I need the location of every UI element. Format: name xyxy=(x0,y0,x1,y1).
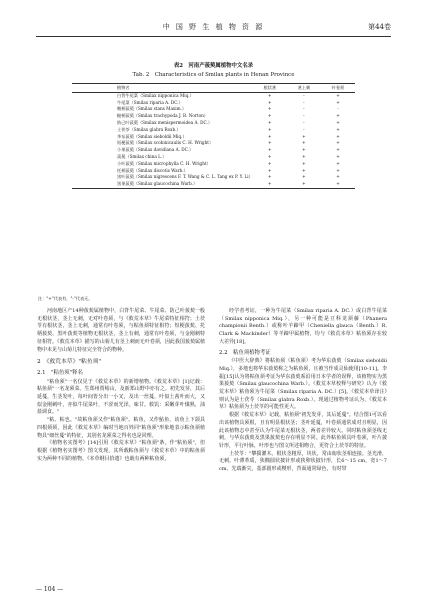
species-name-cell: 牛尾菜（Smilax riparia A. DC.） xyxy=(117,99,183,105)
trait-cell: + xyxy=(302,140,306,146)
trait-cell: + xyxy=(302,153,306,159)
body-paragraph: "粘鱼须"一名仅见于《救荒本草》的新增植物。《救荒本草》[1]记载：粘鱼须"一名龙须菜。生郑州贾峪山，及新郑山野中亦有之。初先发芽，其后延蔓，生茎发叶，每叶间皆分出一小叉，及出一丝蔓，叶似土茜叶而大，又似金刚刺叶，亦似牛尾菜叶，不涩而光泽。味甘。救饥：采嫩芽叶煤熟，油盐调食。" xyxy=(37,378,205,416)
trait-cell: + xyxy=(268,147,272,153)
right-text-column xyxy=(219,308,387,474)
column-header-rhizome: 根状茎 xyxy=(253,84,287,93)
trait-cell: + xyxy=(336,160,340,166)
body-paragraph: 《中医大辞典》将粘鱼须（粘鱼须）考为华东菝葜（Smilax sieboldii Miq.），多地也将华东菝葜称之为粘鱼须，且被当作成灵仙使用[10-11]。李振[15]认为将粘鱼须考证为华东菝葜系沿用日本学者的误释，该植物实为黑果菝葜（Smilax glaucochina Warb.）。《救荒本草校释与研究》认为《救荒本草》粘鱼须为牛尾菜（Smilax riparia A. DC.）[5]。《救荒本草译注》则认为是土茯苓（Smilax glabra Roxb.）。现通过植物考证认为，《救荒本草》粘鱼须为土茯苓的可能性更大。 xyxy=(219,358,387,411)
trait-cell: + xyxy=(268,140,272,146)
trait-cell: + xyxy=(336,119,340,125)
subsection-heading: 2.2 粘鱼须植物考证 xyxy=(219,349,271,356)
trait-cell: + xyxy=(268,106,272,112)
trait-cell: + xyxy=(302,174,306,180)
trait-cell: - xyxy=(337,106,339,112)
trait-cell: + xyxy=(336,167,340,173)
species-name-cell: 防己叶菝葜（Smilax menispermoidea A. DC.） xyxy=(117,119,213,125)
body-paragraph: "粘、粘也。"故粘鱼须又作"粘鱼须"。粘鱼，又作鮎鱼，该鱼上下颌具四根须须，因此《救荒本草》编时当地百姓同"粘鱼须"形象地表示粘鱼须植物具"细丝蔓"的特征，其别名龙须菜之得名也是同理。 xyxy=(37,417,205,439)
trait-cell: + xyxy=(336,92,340,98)
trait-cell: + xyxy=(268,126,272,132)
trait-cell: + xyxy=(268,119,272,125)
table-row xyxy=(72,127,355,134)
column-header-name: 植物名 xyxy=(72,84,253,93)
trait-cell: + xyxy=(268,153,272,159)
table-row xyxy=(72,174,355,181)
trait-cell: - xyxy=(303,119,305,125)
body-paragraph: 《植物名实图考》[14]引用《救荒本草》"粘鱼须"条，作"粘鱼须"，但根据《植物名实图考》图文发现，其所载粘鱼须与《救荒本草》中的粘鱼须实为两种不同的植物。《本草纲目拾遗》也载有两种粘鱼须， xyxy=(37,440,205,462)
table-row xyxy=(72,147,355,154)
header-rule xyxy=(36,36,391,37)
species-name-cell: 短梗菝葜（Smilax scobinicaulis C. H. Wright） xyxy=(117,140,214,146)
trait-cell: + xyxy=(336,126,340,132)
journal-title: 中 国 野 生 植 物 资 源 xyxy=(162,23,265,31)
trait-cell: + xyxy=(302,133,306,139)
trait-cell: - xyxy=(303,106,305,112)
trait-cell: - xyxy=(303,92,305,98)
trait-cell: + xyxy=(268,99,272,105)
trait-cell: + xyxy=(268,167,272,173)
trait-cell: + xyxy=(268,92,272,98)
trait-cell: + xyxy=(287,181,321,188)
species-name-cell: 黑叶菝葜（Smilax nigrescens F. T. Wang & C. L. Tang ex P. Y. Li） xyxy=(117,174,253,180)
body-paragraph: 河南地区产14种菝葜属植物中，白背牛尾菜、牛尾菜、防己叶菝葜一般无根状茎，茎上无刺，无对叶卷须，与《救荒本草》牛尾菜特征相符；土茯苓有根状茎，茎上无刺，通常有叶卷须，与粘鱼须特征相符；短梗菝葜、托柄菝葜、黑叶菝葜等植物无根状茎，茎上有刺，通常有叶卷须，与金刚刺特征相符。《救荒本草》描写的山菊儿有茎上刺而无叶卷须，因此我国菝葜属植物中未见与山菊儿特征完全符合的物种。 xyxy=(37,308,205,353)
trait-cell: - xyxy=(303,126,305,132)
table-row xyxy=(72,120,355,127)
section-heading: 2 《救荒本草》"粘鱼须" xyxy=(37,359,102,366)
table-row xyxy=(72,134,355,141)
trait-cell: - xyxy=(303,99,305,105)
trait-cell: + xyxy=(336,153,340,159)
trait-cell: + xyxy=(336,113,340,119)
species-name-cell: 菝葜（Smilax china L.） xyxy=(117,153,167,159)
species-table xyxy=(72,83,355,189)
trait-cell: + xyxy=(268,133,272,139)
trait-cell: + xyxy=(336,99,340,105)
species-name-cell: 白背牛尾菜（Smilax nipponica Miq.） xyxy=(117,92,194,98)
species-name-cell: 土茯苓（Smilax glabra Roxb.） xyxy=(117,126,181,132)
volume-label: 第44卷 xyxy=(368,23,391,31)
trait-cell: + xyxy=(336,133,340,139)
trait-cell: + xyxy=(302,167,306,173)
species-name-cell: 小叶菝葜（Smilax microphylla C. H. Wright） xyxy=(117,160,211,166)
table-row xyxy=(72,92,355,99)
table-body xyxy=(72,92,355,188)
trait-cell: + xyxy=(302,160,306,166)
table-row xyxy=(72,140,355,147)
trait-cell: + xyxy=(336,147,340,153)
running-header xyxy=(36,22,391,34)
species-name-cell: 托柄菝葜（Smilax discotis Warb.） xyxy=(117,167,188,173)
trait-cell: + xyxy=(321,181,355,188)
trait-cell: + xyxy=(268,174,272,180)
trait-cell: + xyxy=(253,181,287,188)
trait-cell: - xyxy=(303,113,305,119)
column-header-stem-thorn: 茎上刺 xyxy=(287,84,321,93)
trait-cell: + xyxy=(302,147,306,153)
table-row xyxy=(72,161,355,168)
species-name-cell: 糙柄菝葜（Smilax trachypoda J. B. Norton） xyxy=(117,113,208,119)
body-paragraph: 经学者考证，一种为牛尾菜（Smilax riparia A. DC.）或白背牛尾菜（Smilax nipponica Miq.），另一种可能是豆科龙须藤（Phanera championii Benth.）或称叶羊蹄甲（Cheniella glauca（Benth.）R. Clark & Mackinder）等羊蹄甲属植物，均与《救荒本草》粘鱼须存在较大差异[18]。 xyxy=(219,308,387,345)
table-row xyxy=(72,181,355,188)
trait-cell: + xyxy=(336,174,340,180)
table-row xyxy=(72,100,355,107)
table-row xyxy=(72,113,355,120)
table-row xyxy=(72,154,355,161)
body-paragraph: 土茯苓："攀援灌木。根状茎粗厚，块状，常由匍状茎相连接。茎光滑，无刺。叶薄革质，狭椭圆状披针形或狭卵状披针形，长6～15 cm，宽1～7 cm，先端渐尖，基部圆形或楔形，背面通常绿色，有时带 xyxy=(219,450,387,473)
species-name-cell: 华东菝葜（Smilax sieboldii Miq.） xyxy=(117,133,187,139)
trait-cell: + xyxy=(268,113,272,119)
subsection-heading: 2.1 "粘鱼须"释名 xyxy=(37,369,83,376)
trait-cell: + xyxy=(268,160,272,166)
body-paragraph: 根据《救荒本草》记载，粘鱼须"初先发芽，其后延蔓"。结合图1可以看出该植物具须根，且有明显根状茎；茎叶延蔓，叶卷须通常成对且明显，因此该植物志中甚至认为牛尾菜无根状茎，两者差异较大。同时粘鱼须茎线无刺，与华东菝葜及黑果菝葜也存在明显不同。此外粘鱼须具叶卷须，叶片披针形，平行叶脉，叶形也与图文所述相吻合，更符合土茯苓的特征。 xyxy=(219,412,387,449)
species-name-cell: 黑果菝葜（Smilax glaucochina Warb.） xyxy=(72,181,253,188)
table-note: 注："+"代表有，"-"代表无。 xyxy=(38,296,93,301)
column-header-tendril: 叶卷须 xyxy=(321,84,355,93)
trait-cell: + xyxy=(336,140,340,146)
species-name-cell: 小果菝葜（Smilax davidiana A. DC.） xyxy=(117,147,194,153)
left-text-column xyxy=(37,308,205,463)
table-row xyxy=(72,106,355,113)
table-header-row xyxy=(72,84,355,93)
species-name-cell: 鞘柄菝葜（Smilax stans Maxim.） xyxy=(117,106,187,112)
page-number: — 104 — xyxy=(36,586,64,593)
table-caption-en: Tab. 2 Characteristics of Smilax plants in Henan Province xyxy=(132,72,295,78)
table-caption-zh: 表2 河南产菝葜属植物中文名录 xyxy=(173,63,254,69)
